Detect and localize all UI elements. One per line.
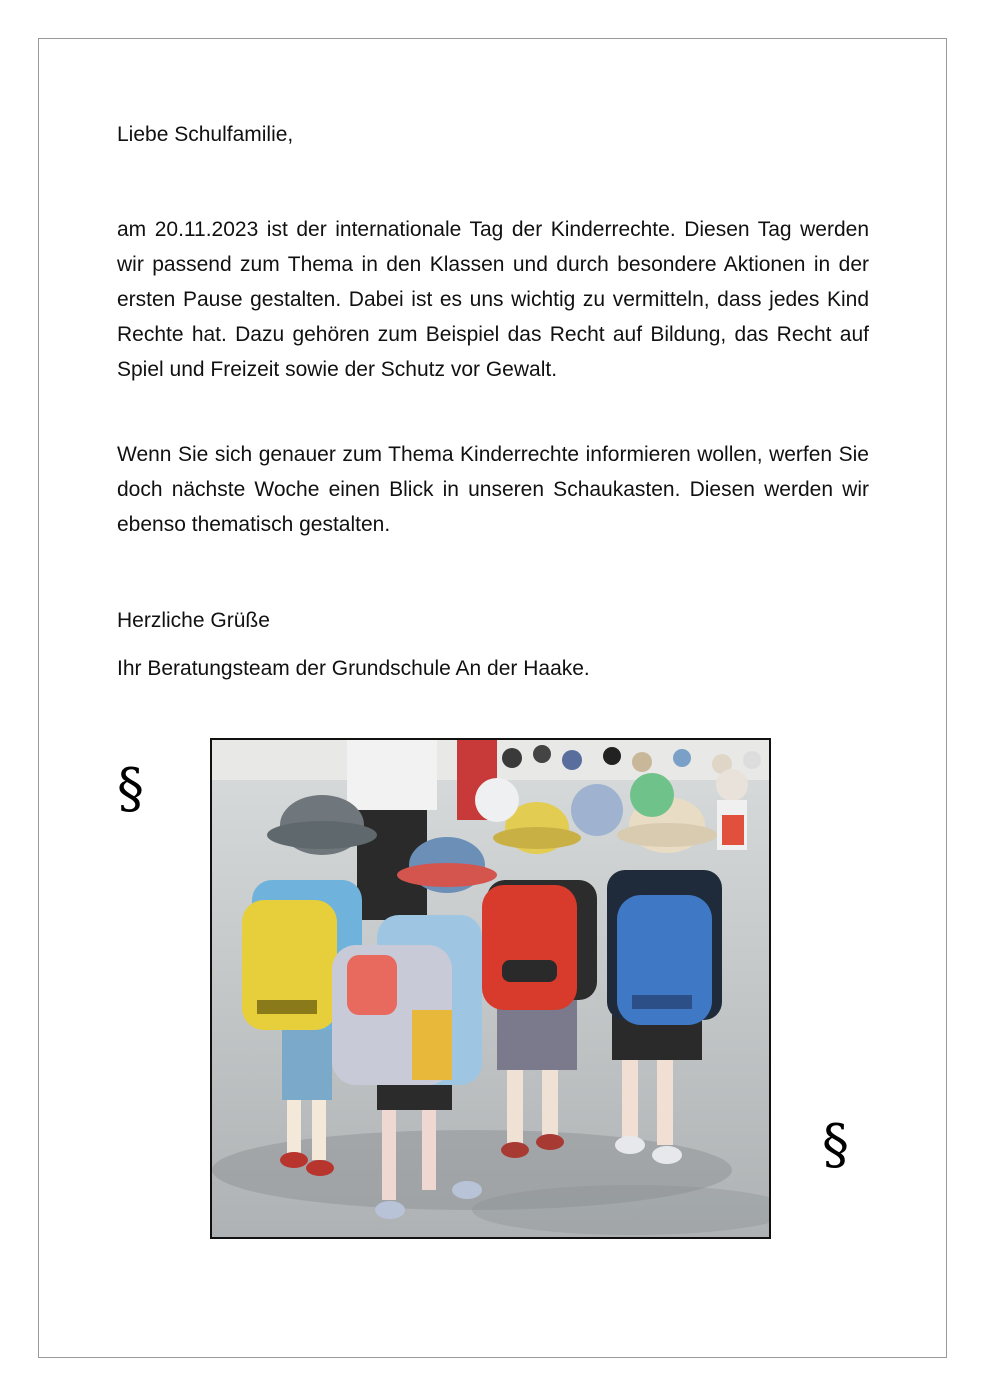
closing-greeting: Herzliche Grüße [117,609,270,632]
salutation: Liebe Schulfamilie, [117,123,294,146]
signature: Ihr Beratungsteam der Grundschule An der Haake. [117,657,590,680]
section-sign-icon-left: § [117,757,144,820]
section-sign-icon-right: § [822,1113,849,1176]
photo-children-backpacks-icon [212,740,769,1237]
photo-children-backpacks [210,738,771,1239]
paragraph-intro: am 20.11.2023 ist der internationale Tag der Kinderrechte. Diesen Tag werden wir passend zum Thema in den Klassen und durch besondere Aktionen in der ersten Pause gestalten. Dabei ist es uns wichtig zu vermitteln, dass jedes Kind Rechte hat. Dazu gehören zum Beispiel das Recht auf Bildung, das Recht auf Spiel und Freizeit sowie der Schutz vor Gewalt. [117,218,869,381]
paragraph-schaukasten: Wenn Sie sich genauer zum Thema Kinderrechte informieren wollen, werfen Sie doch nächste Woche einen Blick in unseren Schaukasten. Diesen werden wir ebenso thematisch gestalten. [117,443,869,536]
